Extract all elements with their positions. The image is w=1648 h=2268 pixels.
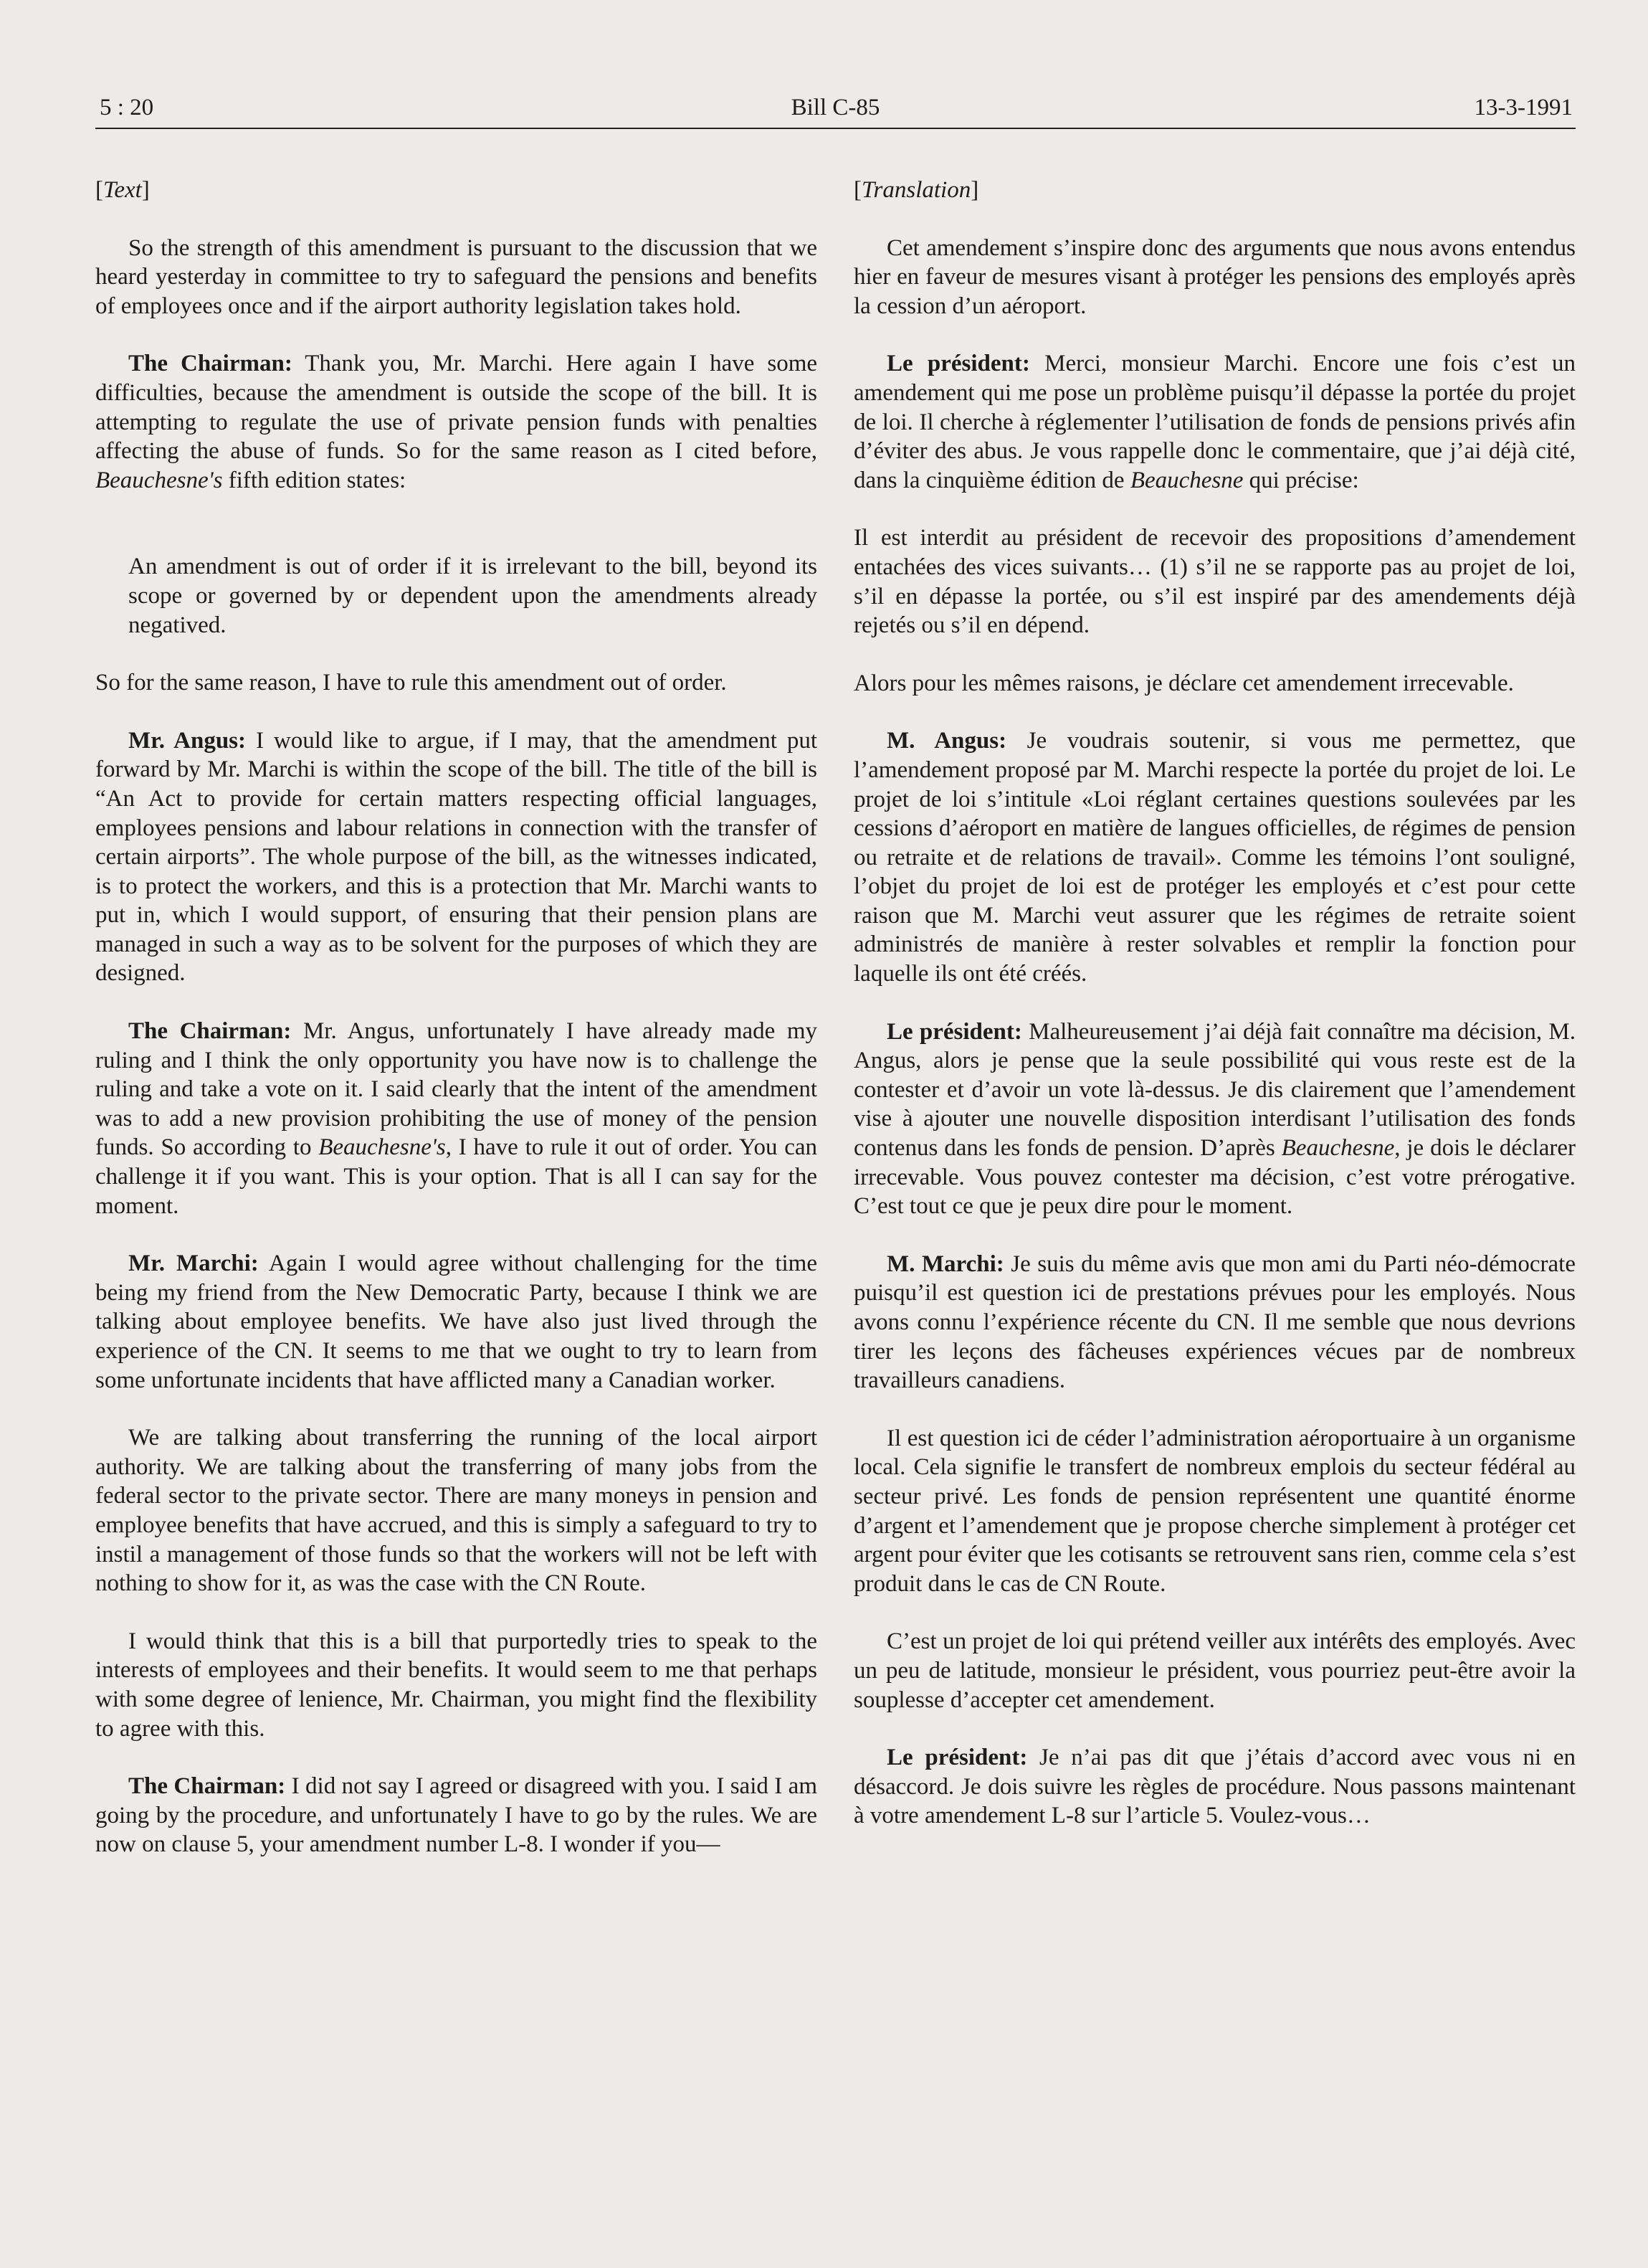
sitting-date: 13-3-1991 <box>1474 95 1573 120</box>
paragraph: M. Angus: Je voudrais soutenir, si vous me permettez, que l’amendement proposé par M. Marchi respecte la portée du projet de loi. Le projet de loi s’intitule «Loi réglant certaines questions soulevées par les cessions d’aéroport en matière de langues officielles, de régimes de pension ou retraite et de relations de travail». Comme les témoins l’ont souligné, l’objet du projet de loi est de protéger les employés et c’est pour cette raison que M. Marchi veut assurer que les régimes de retraite soient administrés de manière à rester solvables et remplir la fonction pour laquelle ils ont été créés. <box>854 728 1576 987</box>
speaker-name: Mr. Angus: <box>128 727 247 754</box>
paragraph: So for the same reason, I have to rule this amendment out of order. <box>95 670 727 696</box>
paragraph: Alors pour les mêmes raisons, je déclare cet amendement irrecevable. <box>854 670 1514 696</box>
paragraph: Il est question ici de céder l’administration aéroportuaire à un organisme local. Cela signifie le transfert de nombreux emplois du secteur fédéral au secteur privé. Les fonds de pension représentent une quantité énorme d’argent et l’amendement que je propose cherche simplement à protéger cet argent pour éviter que les cotisants se retrouvent sans rien, comme cela s’est produit dans le cas de CN Route. <box>854 1425 1576 1597</box>
page-number: 5 : 20 <box>100 95 154 120</box>
speaker-name: The Chairman: <box>128 1773 286 1800</box>
paragraph: I would think that this is a bill that purportedly tries to speak to the interests of employees and their benefits. It would seem to me that perhaps with some degree of lenience, Mr. Chairman, you might find the flexibility to agree with this. <box>95 1628 817 1742</box>
paragraph: Mr. Marchi: Again I would agree without challenging for the time being my friend from the New Democratic Party, because I think we are talking about employee benefits. We have also just lived through the experience of the CN. It seems to me that we ought to try to learn from some unfortunate incidents that have afflicted many a Canadian worker. <box>95 1251 817 1393</box>
paragraph: Le président: Malheureusement j’ai déjà fait connaître ma décision, M. Angus, alors je pense que la seule possibilité qui vous reste est de la contester et d’avoir un vote là-dessus. Je dis clairement que l’amendement vise à ajouter une nouvelle disposition interdisant l’utilisation des fonds contenus dans les fonds de pension. D’après Beauchesne, je dois le déclarer irrecevable. Vous pouvez contester ma décision, c’est votre prérogative. C’est tout ce que je peux dire pour le moment. <box>854 1018 1576 1220</box>
paragraph: M. Marchi: Je suis du même avis que mon ami du Parti néo-démocrate puisqu’il est question ici de prestations prévues pour les employés. Nous avons connu l’expérience récente du CN. Il me semble que nous devrions tirer les leçons des fâcheuses expériences vécues par de nombreux travailleurs canadiens. <box>854 1251 1576 1394</box>
paragraph: Le président: Merci, monsieur Marchi. Encore une fois c’est un amendement qui me pose un problème puisqu’il dépasse la portée du projet de loi. Il cherche à réglementer l’utilisation de fonds de pensions privés afin d’éviter des abus. Je vous rappelle donc le commentaire, que j’ai déjà cité, dans la cinquième édition de Beauchesne qui précise: <box>854 351 1576 493</box>
paragraph: The Chairman: I did not say I agreed or disagreed with you. I said I am going by the procedure, and unfortunately I have to go by the rules. We are now on clause 5, your amendment number L-8. I wonder if you— <box>95 1773 817 1858</box>
speaker-name: Le président: <box>887 351 1030 377</box>
speaker-name: The Chairman: <box>128 1018 292 1045</box>
speaker-name: M. Marchi: <box>887 1251 1004 1277</box>
speaker-name: The Chairman: <box>128 351 292 377</box>
speaker-name: Le président: <box>887 1018 1022 1045</box>
paragraph: Le président: Je n’ai pas dit que j’étais d’accord avec vous ni en désaccord. Je dois suivre les règles de procédure. Nous passons maintenant à votre amendement L-8 sur l’article 5. Voulez-vous… <box>854 1745 1576 1829</box>
page-header <box>95 87 1576 129</box>
speaker-name: Mr. Marchi: <box>128 1251 259 1277</box>
paragraph: Cet amendement s’inspire donc des arguments que nous avons entendus hier en faveur de mesures visant à protéger les pensions des employés après la cession d’un aéroport. <box>854 234 1576 319</box>
citation-quote: Il est interdit au président de recevoir des propositions d’amendement entachées des vices suivants… (1) s’il ne se rapporte pas au projet de loi, s’il en dépasse la portée, ou s’il est inspiré par des amendements déjà rejetés ou s’il en dépend. <box>854 525 1576 639</box>
paragraph: C’est un projet de loi qui prétend veiller aux intérêts des employés. Avec un peu de latitude, monsieur le président, vous pourriez peut-être avoir la souplesse d’accepter cet amendement. <box>854 1628 1576 1713</box>
translation-tag: [Translation] <box>854 177 979 203</box>
paragraph: Mr. Angus: I would like to argue, if I may, that the amendment put forward by Mr. Marchi is within the scope of the bill. The title of the bill is “An Act to provide for certain matters respecting official languages, employees pensions and labour relations in connection with the transfer of certain airports”. The whole purpose of the bill, as the witnesses indicated, is to protect the workers, and this is a protection that Mr. Marchi wants to put in, which I would support, of ensuring that their pension plans are managed in such a way as to be solvent for the purposes of which they are designed. <box>95 727 817 987</box>
paragraph: So the strength of this amendment is pursuant to the discussion that we heard yesterday in committee to try to safeguard the pensions and benefits of employees once and if the airport authority legislation takes hold. <box>95 234 817 319</box>
paragraph: The Chairman: Mr. Angus, unfortunately I have already made my ruling and I think the only opportunity you have now is to challenge the ruling and take a vote on it. I said clearly that the intent of the amendment was to add a new provision prohibiting the use of money of the pension funds. So according to Beauchesne's, I have to rule it out of order. You can challenge it if you want. This is your option. That is all I can say for the moment. <box>95 1018 818 1219</box>
bill-title: Bill C-85 <box>791 95 880 120</box>
french-column <box>854 176 1576 1859</box>
text-tag: [Text] <box>95 177 150 203</box>
paragraph: The Chairman: Thank you, Mr. Marchi. Here again I have some difficulties, because the amendment is outside the scope of the bill. It is attempting to regulate the use of private pension funds with penalties affecting the abuse of funds. So for the same reason as I cited before, Beauchesne's fifth edition states: <box>95 351 818 493</box>
speaker-name: Le président: <box>887 1745 1028 1771</box>
paragraph: We are talking about transferring the running of the local airport authority. We are talking about the transferring of many jobs from the federal sector to the private sector. There are many moneys in pension and employee benefits that have accrued, and this is simply a safeguard to try to instil a management of those funds so that the workers will not be left with nothing to show for it, as was the case with the CN Route. <box>95 1425 817 1597</box>
speaker-name: M. Angus: <box>887 728 1007 754</box>
citation-quote: An amendment is out of order if it is irrelevant to the bill, beyond its scope or governed by or dependent upon the amendments already negatived. <box>128 554 817 638</box>
english-column <box>95 176 817 1888</box>
